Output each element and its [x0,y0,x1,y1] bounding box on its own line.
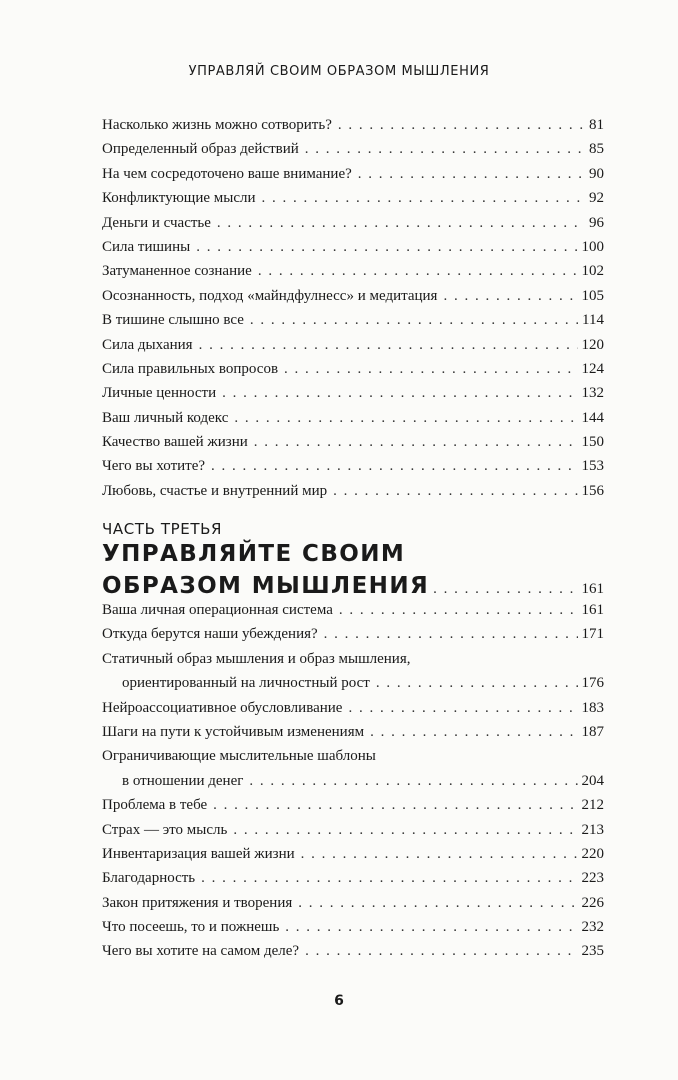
toc-entry [102,818,604,842]
toc-entry [102,696,604,720]
toc-entry [102,430,604,454]
page-number: 6 [334,993,344,1009]
toc-entry-page: 176 [581,675,604,692]
dot-leader [301,842,578,866]
toc-entry-page: 96 [589,214,604,231]
dot-leader [250,308,578,332]
part-label: ЧАСТЬ ТРЕТЬЯ [102,520,223,538]
dot-leader [262,186,585,210]
dot-leader [249,769,577,793]
toc-entry-page: 81 [589,117,604,133]
toc-entry-page: 212 [581,797,604,814]
toc-entry [102,915,604,939]
dot-leader [196,235,577,259]
dot-leader [254,430,578,454]
toc-entry-page: 213 [581,821,604,838]
toc-entry [102,454,604,478]
dot-leader [217,211,585,235]
toc-entry [102,842,604,866]
dot-leader [201,866,577,890]
dot-leader [284,357,577,381]
dot-leader [348,696,577,720]
toc-entry-page: 226 [581,894,604,911]
toc-entry-page: 124 [581,360,604,377]
toc-entry [102,211,604,235]
toc-entry-title: Любовь, счастье и внутренний мир [102,482,328,499]
toc-entry-page: 150 [581,434,604,451]
toc-entry-title: Сила тишины [102,238,191,255]
toc-entry [102,284,604,308]
part-page-number: 161 [581,581,604,597]
toc-entry [102,235,604,259]
toc-entry-title: Страх — это мысль [102,821,228,838]
toc-entry [102,891,604,915]
toc-entry [102,598,604,622]
toc-entry-page: 183 [581,699,604,716]
dot-leader [443,284,577,308]
toc-entry-continuation [102,671,604,695]
dot-leader [433,581,577,598]
toc-entry-title: На чем сосредоточено ваше внимание? [102,165,352,182]
toc-entry-title: Ваш личный кодекс [102,409,229,426]
toc-entry-title: Ваша личная операционная система [102,602,333,618]
toc-entry [102,866,604,890]
toc-entry-title: Сила дыхания [102,336,193,353]
toc-entry-page: 223 [581,870,604,887]
toc-entry-title: Сила правильных вопросов [102,360,279,377]
toc-entry-page: 204 [581,772,604,789]
toc-entry [102,479,604,503]
toc-entry [102,137,604,161]
toc-entry-page: 120 [581,336,604,353]
toc-entry-title: Чего вы хотите на самом деле? [102,943,300,960]
dot-leader [211,454,577,478]
dot-leader [234,406,577,430]
toc-entry [102,308,604,332]
toc-entry-title: Инвентаризация вашей жизни [102,845,295,862]
dot-leader [339,598,578,622]
dot-leader [199,333,578,357]
toc-entry-title: Статичный образ мышления и образ мышления, [102,650,411,667]
toc-entry [102,259,604,283]
toc-entry [102,381,604,405]
dot-leader [222,381,577,405]
toc-entry-page: 90 [589,165,604,182]
dot-leader [258,259,578,283]
dot-leader [233,818,577,842]
toc-entry-title: Нейроассоциативное обусловливание [102,699,343,716]
toc-entry-title: Ограничивающие мыслительные шаблоны [102,748,376,765]
toc-list-part2 [102,113,604,503]
toc-entry-page: 92 [589,190,604,207]
part-title-line2: ОБРАЗОМ МЫШЛЕНИЯ [102,573,430,599]
part-title-entry [102,573,604,599]
toc-entry [102,793,604,817]
dot-leader [370,720,577,744]
toc-entry [102,186,604,210]
toc-entry [102,744,604,768]
toc-entry-title-cont: в отношении денег [122,772,244,789]
toc-entry-title: Насколько жизнь можно сотворить? [102,117,332,133]
dot-leader [298,891,577,915]
dot-leader [333,479,577,503]
toc-entry-title-cont: ориентированный на личностный рост [122,675,370,692]
toc-entry-title: Откуда берутся наши убеждения? [102,626,318,643]
toc-entry-title: Деньги и счастье [102,214,211,231]
toc-entry-title: Что посеешь, то и пожнешь [102,919,280,936]
toc-entry-title: Закон притяжения и творения [102,894,293,911]
toc-entry-continuation [102,769,604,793]
toc-entry [102,113,604,137]
toc-entry-title: Проблема в тебе [102,797,208,814]
toc-entry-page: 171 [581,626,604,643]
toc-entry-title: Личные ценности [102,385,217,402]
toc-entry-page: 132 [581,385,604,402]
toc-entry-page: 144 [581,409,604,426]
toc-entry-page: 114 [582,312,604,329]
toc-entry-title: Затуманенное сознание [102,263,252,280]
toc-entry-page: 153 [581,458,604,475]
toc-entry-title: Конфликтующие мысли [102,190,256,207]
toc-entry [102,720,604,744]
part-title-line1: УПРАВЛЯЙТЕ СВОИМ [102,541,406,567]
toc-entry-title: Чего вы хотите? [102,458,206,475]
toc-entry [102,162,604,186]
dot-leader [338,113,585,137]
dot-leader [376,671,578,695]
toc-entry [102,647,604,671]
toc-entry-title: Определенный образ действий [102,141,299,158]
toc-entry-page: 102 [581,263,604,280]
toc-entry-title: Благодарность [102,870,196,887]
running-head: УПРАВЛЯЙ СВОИМ ОБРАЗОМ МЫШЛЕНИЯ [188,64,490,79]
toc-list-part3 [102,598,604,964]
toc-entry-title: В тишине слышно все [102,312,244,329]
toc-entry [102,357,604,381]
toc-entry [102,333,604,357]
dot-leader [285,915,577,939]
dot-leader [324,622,578,646]
toc-entry-page: 232 [581,919,604,936]
toc-entry [102,406,604,430]
toc-entry-page: 105 [581,287,604,304]
toc-entry-page: 85 [589,141,604,158]
toc-entry-page: 161 [581,602,604,618]
toc-entry-page: 220 [581,845,604,862]
toc-entry-title: Качество вашей жизни [102,434,248,451]
toc-entry [102,939,604,963]
toc-entry-title: Осознанность, подход «майндфулнесс» и медитация [102,287,438,304]
toc-entry [102,622,604,646]
dot-leader [213,793,577,817]
dot-leader [358,162,585,186]
toc-entry-page: 156 [581,482,604,499]
toc-entry-page: 100 [581,238,604,255]
dot-leader [305,939,577,963]
toc-entry-page: 235 [581,943,604,960]
toc-entry-title: Шаги на пути к устойчивым изменениям [102,723,365,740]
toc-entry-page: 187 [581,723,604,740]
dot-leader [305,137,585,161]
